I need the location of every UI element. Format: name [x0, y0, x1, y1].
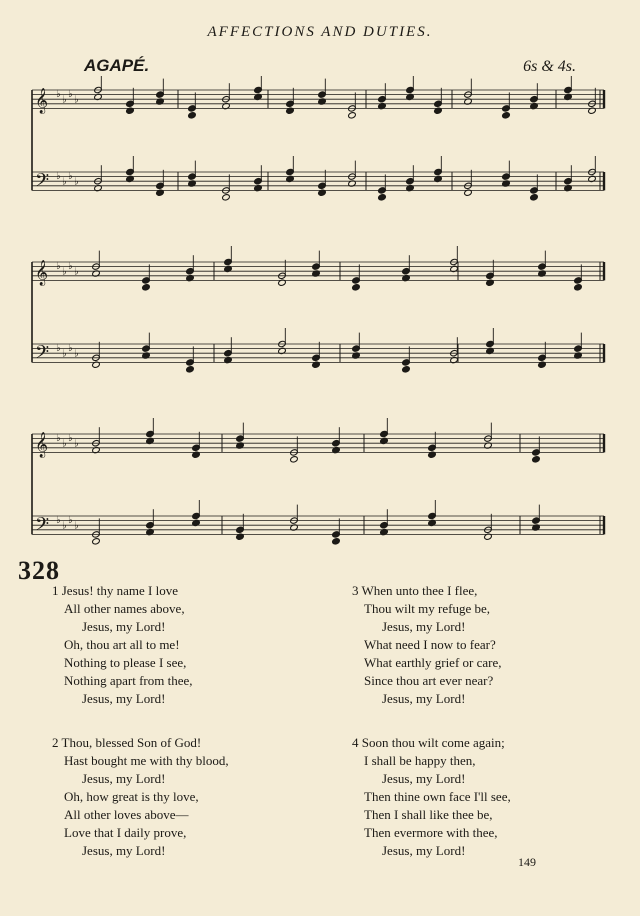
- verse-line: 2 Thou, blessed Son of God!: [52, 735, 202, 750]
- notehead: [332, 538, 341, 545]
- verse-line: Nothing to please I see,: [64, 655, 187, 670]
- verse-line: All other loves above—: [64, 807, 189, 822]
- verse-1: [52, 582, 193, 708]
- tune-name: AGAPÉ.: [84, 56, 150, 75]
- notehead: [530, 194, 539, 201]
- running-title: AFFECTIONS AND DUTIES.: [207, 24, 433, 40]
- flat-icon: ♭: [56, 88, 61, 100]
- verse-4: [352, 734, 511, 860]
- verse-line: Hast bought me with thy blood,: [64, 753, 229, 768]
- verse-line: Since thou art ever near?: [364, 673, 494, 688]
- flat-icon: ♭: [74, 176, 79, 188]
- notehead: [502, 112, 511, 119]
- flat-icon: ♭: [62, 438, 67, 450]
- notehead: [290, 456, 299, 463]
- verse-line: Love that I daily prove,: [64, 825, 187, 840]
- verse-line: Jesus, my Lord!: [82, 771, 166, 786]
- verse-line: Then evermore with thee,: [364, 825, 498, 840]
- verse-line: Thou wilt my refuge be,: [364, 601, 490, 616]
- notehead: [574, 284, 583, 291]
- flat-icon: ♭: [74, 348, 79, 360]
- verse-line: What earthly grief or care,: [364, 655, 502, 670]
- notehead: [186, 366, 195, 373]
- verse-line: Then I shall like thee be,: [364, 807, 493, 822]
- verse-2: [52, 734, 229, 860]
- flat-icon: ♭: [62, 176, 67, 188]
- flat-icon: ♭: [56, 260, 61, 272]
- hymn-number: 328: [18, 556, 60, 585]
- notehead: [188, 112, 197, 119]
- flat-icon: ♭: [62, 266, 67, 278]
- flat-icon: ♭: [68, 88, 73, 100]
- page-number: 149: [518, 855, 536, 869]
- notehead: [92, 538, 101, 545]
- flat-icon: ♭: [56, 342, 61, 354]
- notehead: [402, 366, 411, 373]
- flat-icon: ♭: [56, 432, 61, 444]
- bass-clef-icon: 𝄢: [35, 170, 50, 196]
- flat-icon: ♭: [74, 266, 79, 278]
- notehead: [222, 194, 231, 201]
- flat-icon: ♭: [68, 260, 73, 272]
- notehead: [378, 194, 387, 201]
- verse-line: Jesus, my Lord!: [382, 619, 466, 634]
- bass-clef-icon: 𝄢: [35, 342, 50, 368]
- flat-icon: ♭: [74, 94, 79, 106]
- flat-icon: ♭: [74, 520, 79, 532]
- treble-clef-icon: 𝄞: [35, 260, 49, 286]
- meter: 6s & 4s.: [523, 58, 576, 75]
- treble-clef-icon: 𝄞: [35, 432, 49, 458]
- verse-line: 4 Soon thou wilt come again;: [352, 735, 505, 750]
- verse-line: 3 When unto thee I flee,: [352, 583, 478, 598]
- verse-line: Then thine own face I'll see,: [364, 789, 511, 804]
- flat-icon: ♭: [56, 514, 61, 526]
- verse-line: Jesus, my Lord!: [82, 843, 166, 858]
- music-score: [0, 76, 640, 556]
- verse-line: Oh, thou art all to me!: [64, 637, 180, 652]
- verse-line: Jesus, my Lord!: [82, 619, 166, 634]
- verse-line: Oh, how great is thy love,: [64, 789, 199, 804]
- treble-clef-icon: 𝄞: [35, 88, 49, 114]
- verse-line: All other names above,: [64, 601, 185, 616]
- notehead: [348, 112, 357, 119]
- notehead: [532, 456, 541, 463]
- flat-icon: ♭: [68, 432, 73, 444]
- notehead: [142, 284, 151, 291]
- flat-icon: ♭: [62, 348, 67, 360]
- flat-icon: ♭: [62, 520, 67, 532]
- verse-line: Jesus, my Lord!: [382, 843, 466, 858]
- notehead: [352, 284, 361, 291]
- verse-line: What need I now to fear?: [364, 637, 496, 652]
- flat-icon: ♭: [56, 170, 61, 182]
- verse-line: Nothing apart from thee,: [64, 673, 193, 688]
- flat-icon: ♭: [68, 342, 73, 354]
- verse-3: [352, 582, 502, 708]
- bass-clef-icon: 𝄢: [35, 514, 50, 540]
- flat-icon: ♭: [62, 94, 67, 106]
- flat-icon: ♭: [68, 514, 73, 526]
- verse-line: Jesus, my Lord!: [382, 691, 466, 706]
- verse-line: Jesus, my Lord!: [82, 691, 166, 706]
- verse-line: Jesus, my Lord!: [382, 771, 466, 786]
- verse-line: 1 Jesus! thy name I love: [52, 583, 179, 598]
- flat-icon: ♭: [68, 170, 73, 182]
- flat-icon: ♭: [74, 438, 79, 450]
- verse-line: I shall be happy then,: [364, 753, 476, 768]
